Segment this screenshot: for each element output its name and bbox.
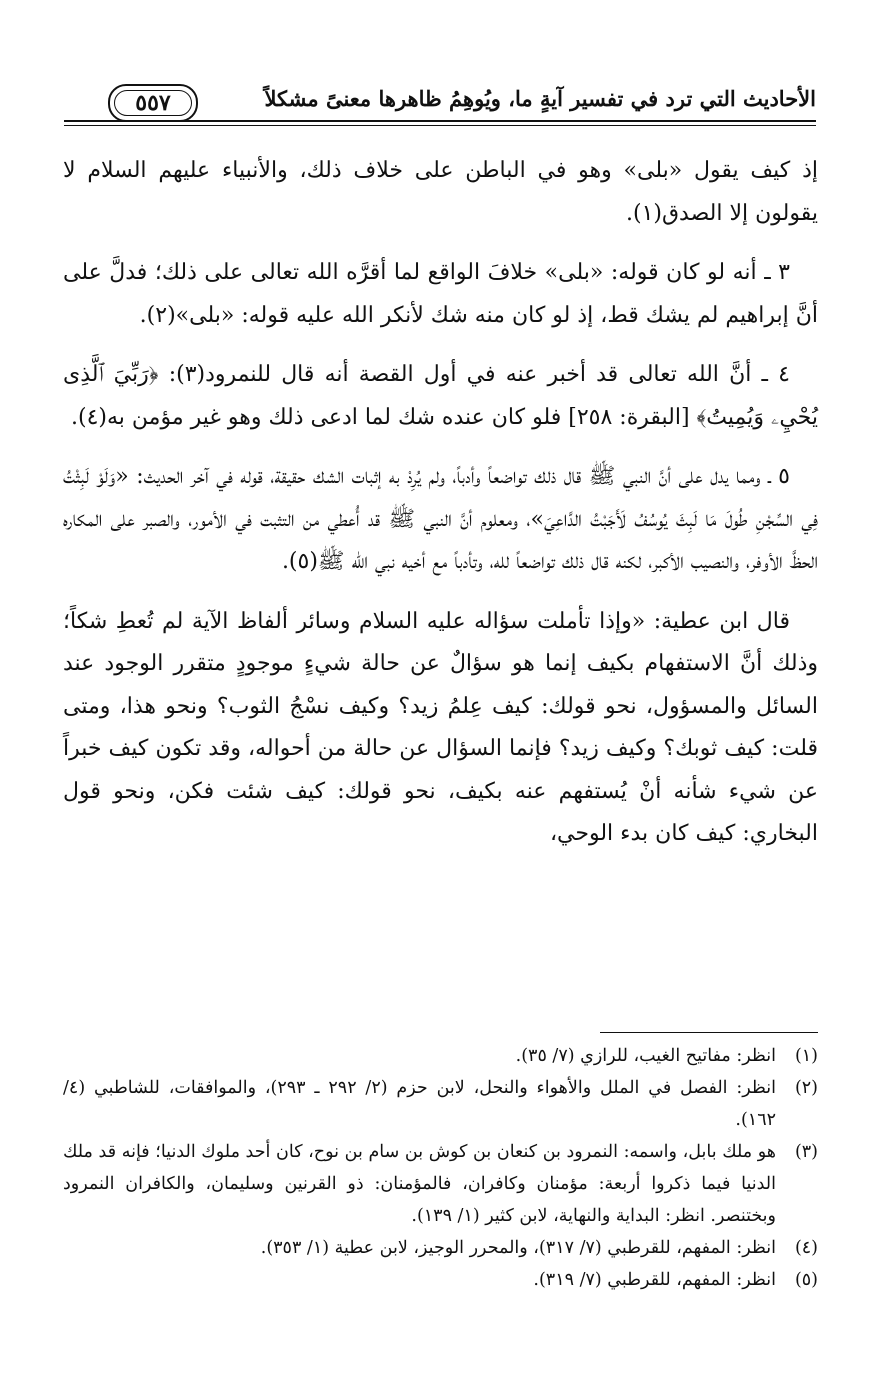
footnote-number: (٣) (794, 1142, 818, 1162)
footnote (63, 1232, 818, 1264)
footnotes (63, 1040, 818, 1296)
paragraph: ٤ ـ أنَّ الله تعالى قد أخبر عنه في أول القصة أنه قال للنمرود(٣): ﴿رَبِّيَ ٱلَّذِى يُحْيِۦ وَيُمِيتُ﴾ [البقرة: ٢٥٨] فلو كان عنده شك لما ادعى ذلك وهو غير مؤمن به(٤). (63, 362, 818, 430)
footnote-text: هو ملك بابل، واسمه: النمرود بن كنعان بن كوش بن سام بن نوح، كان أحد ملوك الدنيا؛ فإنه قد ملك الدنيا فيما ذكروا أربعة: مؤمنان وكافران، فالمؤمنان: ذو القرنين وسليمان، والكافران النمرود وبختنصر. انظر: البداية والنهاية، لابن كثير (١/ ١٣٩). (63, 1142, 776, 1226)
running-title: الأحاديث التي ترد في تفسير آيةٍ ما، ويُوهِمُ ظاهرها معنىً مشكلاً (264, 86, 816, 111)
footnote-text: انظر: المفهم، للقرطبي (٧/ ٣١٩). (533, 1270, 776, 1290)
header-rule-left (64, 120, 104, 126)
paragraph: قال ابن عطية: «وإذا تأملت سؤاله عليه السلام وسائر ألفاظ الآية لم تُعطِ شكاً؛ وذلك أنَّ الاستفهام بكيف إنما هو سؤالٌ عن حالة شيءٍ موجودٍ متقرر الوجود عند السائل والمسؤول، نحو قولك: كيف عِلمُ زيد؟ وكيف نسْجُ الثوب؟ ونحو هذا، ومتى قلت: كيف ثوبك؟ وكيف زيد؟ فإنما السؤال عن حالة من أحواله، وقد تكون كيف خبراً عن شيء شأنه أنْ يُستفهم عنه بكيف، نحو قولك: كيف شئت فكن، ونحو قول البخاري: كيف كان بدء الوحي، (63, 608, 818, 846)
footnote-number: (٥) (794, 1270, 818, 1290)
paragraph: ٣ ـ أنه لو كان قوله: «بلى» خلافَ الواقع لما أقرَّه الله تعالى على ذلك؛ فدلَّ على أنَّ إبراهيم لم يشك قط، إذ لو كان منه شك لأنكر الله عليه قوله: «بلى»(٢). (63, 260, 818, 328)
page-number: ٥٥٧ (135, 90, 171, 116)
footnote-separator (600, 1032, 818, 1033)
footnote-number: (٤) (794, 1238, 818, 1258)
footnote-text: انظر: الفصل في الملل والأهواء والنحل، لابن حزم (٢/ ٢٩٢ ـ ٢٩٣)، والموافقات، للشاطبي (٤/ ١٦٢). (63, 1078, 777, 1130)
footnote-number: (٢) (794, 1078, 818, 1098)
footnote (63, 1072, 818, 1136)
footnote-number: (١) (794, 1046, 818, 1066)
main-text (63, 150, 818, 873)
footnote-text: انظر: المفهم، للقرطبي (٧/ ٣١٧)، والمحرر الوجيز، لابن عطية (١/ ٣٥٣). (260, 1238, 776, 1258)
header-rule (102, 120, 816, 126)
footnote (63, 1264, 818, 1296)
paragraph: إذ كيف يقول «بلى» وهو في الباطن على خلاف ذلك، والأنبياء عليهم السلام لا يقولون إلا الصدق(١). (63, 158, 818, 226)
page-number-frame (108, 84, 198, 122)
footnote (63, 1136, 818, 1232)
footnote (63, 1040, 818, 1072)
footnote-text: انظر: مفاتيح الغيب، للرازي (٧/ ٣٥). (515, 1046, 776, 1066)
paragraph: ٥ ـ ومما يدل على أنَّ النبي ﷺ قال ذلك تواضعاً وأدباً، ولم يُرِدْ به إثبات الشك حقيقة، قوله في آخر الحديث: «وَلَوْ لَبِثْتُ فِي السِّجْنِ طُولَ مَا لَبِثَ يُوسُفُ لَأَجَبْتُ الدَّاعِيَ»، ومعلوم أنَّ النبي ﷺ قد أُعطي من التثبت في الأمور، والصبر على المكاره الحظَّ الأوفر، والنصيب الأكبر، لكنه قال ذلك تواضعاً لله، وتأدباً مع أخيه نبي الله ﷺ(٥). (63, 464, 818, 574)
